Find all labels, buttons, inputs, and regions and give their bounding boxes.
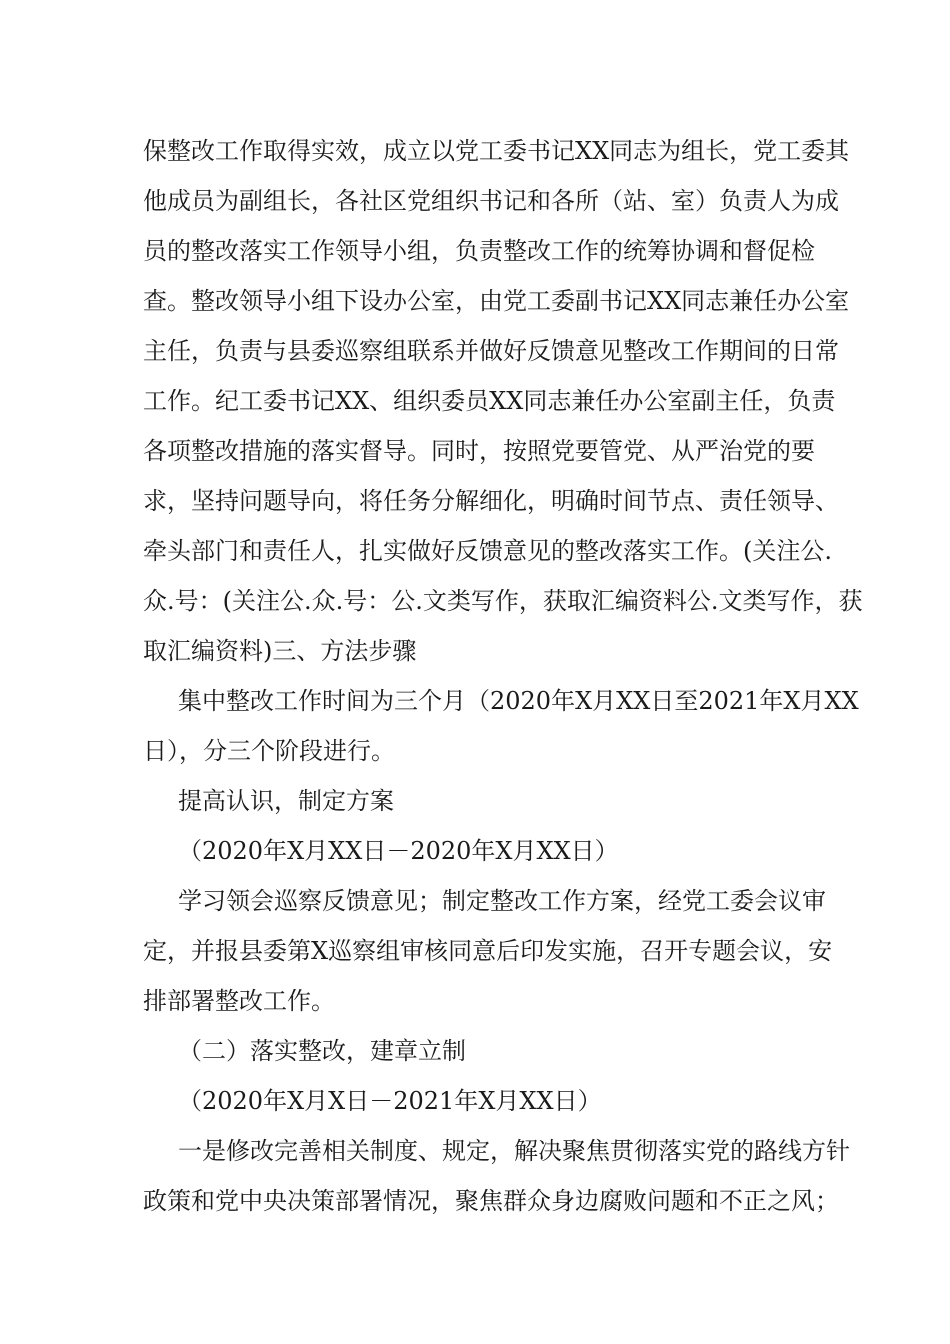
paragraph-line: 查。整改领导小组下设办公室，由党工委副书记XX同志兼任办公室: [143, 287, 850, 315]
paragraph-line: 他成员为副组长，各社区党组织书记和各所（站、室）负责人为成: [143, 187, 839, 215]
paragraph-line: 集中整改工作时间为三个月（2020年X月XX日至2021年X月XX: [178, 687, 859, 715]
paragraph-line: 学习领会巡察反馈意见；制定整改工作方案，经党工委会议审: [178, 887, 826, 915]
paragraph-line: 政策和党中央决策部署情况，聚焦群众身边腐败问题和不正之风；: [143, 1187, 839, 1215]
date-range: （2020年X月XX日－2020年X月XX日）: [178, 837, 619, 865]
paragraph-line: 一是修改完善相关制度、规定，解决聚焦贯彻落实党的路线方针: [178, 1137, 850, 1165]
paragraph-line: 工作。纪工委书记XX、组织委员XX同志兼任办公室副主任，负责: [143, 387, 836, 415]
paragraph-line: 各项整改措施的落实督导。同时，按照党要管党、从严治党的要: [143, 437, 815, 465]
paragraph-line: 求，坚持问题导向，将任务分解细化，明确时间节点、责任领导、: [143, 487, 839, 515]
paragraph-line: 定，并报县委第X巡察组审核同意后印发实施，召开专题会议，安: [143, 937, 833, 965]
section-heading: （二）落实整改，建章立制: [178, 1037, 466, 1065]
section-heading: 提高认识，制定方案: [178, 787, 394, 815]
paragraph-line: 牵头部门和责任人，扎实做好反馈意见的整改落实工作。(关注公.: [143, 537, 832, 565]
paragraph-line: 众.号：(关注公.众.号：公.文类写作，获取汇编资料公.文类写作，获: [143, 587, 863, 615]
paragraph-line: 保整改工作取得实效，成立以党工委书记XX同志为组长，党工委其: [143, 137, 850, 165]
paragraph-line: 取汇编资料)三、方法步骤: [143, 637, 417, 665]
paragraph-line: 排部署整改工作。: [143, 987, 335, 1015]
paragraph-line: 日），分三个阶段进行。: [143, 737, 395, 765]
paragraph-line: 主任，负责与县委巡察组联系并做好反馈意见整改工作期间的日常: [143, 337, 839, 365]
date-range: （2020年X月X日－2021年X月XX日）: [178, 1087, 602, 1115]
paragraph-line: 员的整改落实工作领导小组，负责整改工作的统筹协调和督促检: [143, 237, 815, 265]
